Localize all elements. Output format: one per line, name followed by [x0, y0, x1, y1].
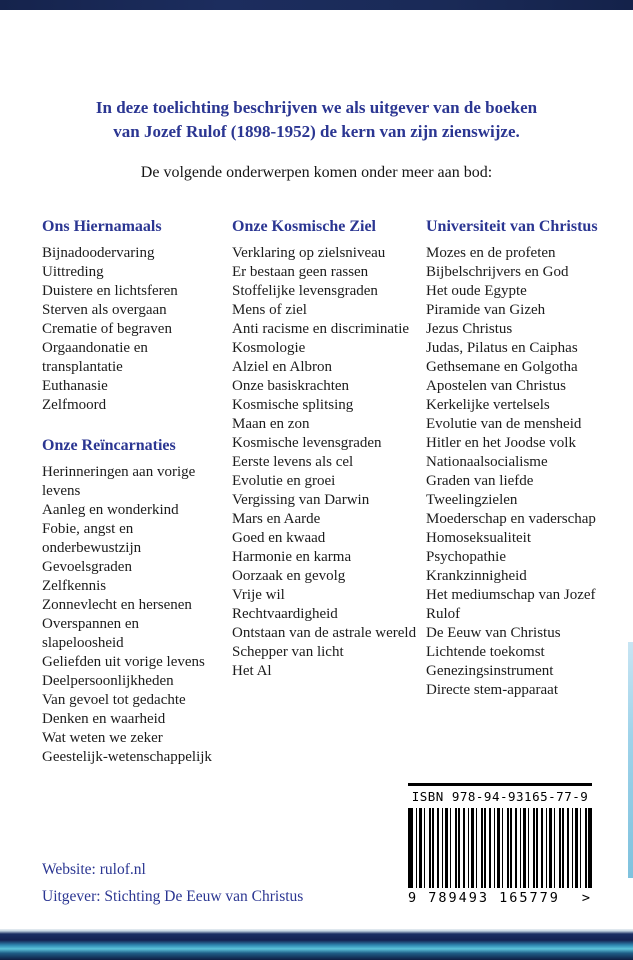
topic-item: Directe stem-apparaat	[426, 682, 559, 698]
bottom-cover-photo-edge	[0, 929, 633, 960]
topic-item: Bijnadoodervaring	[42, 245, 155, 261]
topic-item: Hitler en het Joodse volk	[426, 435, 576, 451]
topic-item: Stoffelijke levensgraden	[232, 283, 378, 299]
topic-item: Verklaring op zielsniveau	[232, 245, 386, 261]
topic-list	[426, 244, 612, 700]
barcode-arrow: >	[581, 890, 592, 906]
topic-item: Kerkelijke vertelsels	[426, 397, 550, 413]
topic-item: Homoseksualiteit	[426, 530, 531, 546]
topic-item: Het oude Egypte	[426, 283, 527, 299]
topic-item: Nationaalsocialisme	[426, 454, 548, 470]
section-universiteit-van-christus	[426, 216, 612, 700]
topic-item: Moederschap en vaderschap	[426, 511, 596, 527]
topic-item: Alziel en Albron	[232, 359, 332, 375]
section-title: Ons Hiernamaals	[42, 218, 162, 235]
topics-column-1	[42, 216, 224, 767]
topic-item: Oorzaak en gevolg	[232, 568, 346, 584]
topic-item: Wat weten we zeker	[42, 730, 163, 746]
topic-list	[42, 463, 224, 767]
topic-item: Duistere en lichtsferen	[42, 283, 178, 299]
topic-item: Herinneringen aan vorige levens	[42, 464, 196, 499]
topic-item: Anti racisme en discriminatie	[232, 321, 410, 337]
topic-item: Kosmologie	[232, 340, 306, 356]
topic-item: Geestelijk-wetenschappelijk	[42, 749, 212, 765]
barcode-bars	[408, 808, 592, 888]
section-onze-kosmische-ziel	[232, 216, 418, 681]
topic-item: Rechtvaardigheid	[232, 606, 338, 622]
topic-item: Piramide van Gizeh	[426, 302, 546, 318]
topic-item: Mens of ziel	[232, 302, 307, 318]
website-label: Website:	[42, 861, 96, 878]
intro-line-1: In deze toelichting beschrijven we als uitgever van de boeken	[95, 98, 538, 117]
topic-item: Het Al	[232, 663, 272, 679]
right-cover-photo-edge	[628, 642, 633, 878]
topic-item: Denken en waarheid	[42, 711, 166, 727]
footer	[42, 856, 303, 910]
topics-subtitle: De volgende onderwerpen komen onder meer aan bod:	[140, 164, 493, 181]
isbn-label: ISBN 978-94-93165-77-9	[411, 789, 589, 804]
topic-item: Evolutie en groei	[232, 473, 336, 489]
section-title: Universiteit van Christus	[426, 218, 598, 235]
topic-item: Krankzinnigheid	[426, 568, 527, 584]
topic-item: Orgaandonatie en transplantatie	[42, 340, 148, 375]
topic-item: Er bestaan geen rassen	[232, 264, 369, 280]
topic-item: Van gevoel tot gedachte	[42, 692, 186, 708]
topic-item: Genezingsinstrument	[426, 663, 554, 679]
publisher-intro	[0, 96, 633, 144]
topic-item: Goed en kwaad	[232, 530, 326, 546]
topic-item: Uittreding	[42, 264, 104, 280]
website-url: rulof.nl	[99, 861, 146, 878]
topics-column-3	[426, 216, 612, 767]
topic-item: Vergissing van Darwin	[232, 492, 370, 508]
section-title: Onze Reïncarnaties	[42, 437, 176, 454]
topic-item: Mozes en de profeten	[426, 245, 556, 261]
topic-item: Vrije wil	[232, 587, 285, 603]
topic-item: Tweelingzielen	[426, 492, 518, 508]
topic-item: Bijbelschrijvers en God	[426, 264, 569, 280]
topic-item: Kosmische splitsing	[232, 397, 354, 413]
topic-item: Psychopathie	[426, 549, 506, 565]
topic-item: Judas, Pilatus en Caiphas	[426, 340, 578, 356]
topic-item: Apostelen van Christus	[426, 378, 566, 394]
topic-item: Lichtende toekomst	[426, 644, 545, 660]
topic-item: De Eeuw van Christus	[426, 625, 561, 641]
topic-item: Zelfmoord	[42, 397, 107, 413]
topic-item: Het mediumschap van Jozef Rulof	[426, 587, 596, 622]
topic-item: Sterven als overgaan	[42, 302, 167, 318]
topic-list	[232, 244, 418, 681]
topic-item: Fobie, angst en onderbewustzijn	[42, 521, 142, 556]
topic-item: Geliefden uit vorige levens	[42, 654, 205, 670]
topic-list	[42, 244, 224, 415]
section-ons-hiernamaals	[42, 216, 224, 415]
topic-item: Kosmische levensgraden	[232, 435, 382, 451]
topic-item: Schepper van licht	[232, 644, 344, 660]
topic-item: Euthanasie	[42, 378, 108, 394]
section-title: Onze Kosmische Ziel	[232, 218, 376, 235]
topic-item: Gevoelsgraden	[42, 559, 132, 575]
publisher-label: Uitgever:	[42, 888, 101, 905]
barcode-top-rule	[408, 783, 592, 786]
topic-item: Maan en zon	[232, 416, 310, 432]
topic-item: Eerste levens als cel	[232, 454, 354, 470]
topic-item: Zonnevlecht en hersenen	[42, 597, 192, 613]
topic-item: Jezus Christus	[426, 321, 513, 337]
topics-column-2	[232, 216, 418, 767]
section-onze-reincarnaties	[42, 435, 224, 767]
topic-item: Overspannen en slapeloosheid	[42, 616, 140, 651]
topic-item: Harmonie en karma	[232, 549, 352, 565]
barcode-digits-row	[408, 890, 592, 906]
topic-item: Onze basiskrachten	[232, 378, 350, 394]
barcode-digits: 9 789493 165779	[408, 890, 560, 906]
publisher-line	[42, 883, 303, 910]
topic-item: Graden van liefde	[426, 473, 534, 489]
topic-item: Gethsemane en Golgotha	[426, 359, 578, 375]
topic-item: Ontstaan van de astrale wereld	[232, 625, 417, 641]
topic-item: Mars en Aarde	[232, 511, 321, 527]
publisher-name: Stichting De Eeuw van Christus	[104, 888, 304, 905]
topics-columns	[42, 216, 604, 767]
topic-item: Evolutie van de mensheid	[426, 416, 582, 432]
intro-line-2: van Jozef Rulof (1898-1952) de kern van zijn zienswijze.	[113, 122, 520, 141]
topic-item: Crematie of begraven	[42, 321, 172, 337]
topic-item: Deelpersoonlijkheden	[42, 673, 174, 689]
barcode-block	[408, 783, 592, 906]
topic-item: Zelfkennis	[42, 578, 107, 594]
website-line	[42, 856, 303, 883]
top-cover-photo-edge	[0, 0, 633, 10]
topic-item: Aanleg en wonderkind	[42, 502, 179, 518]
